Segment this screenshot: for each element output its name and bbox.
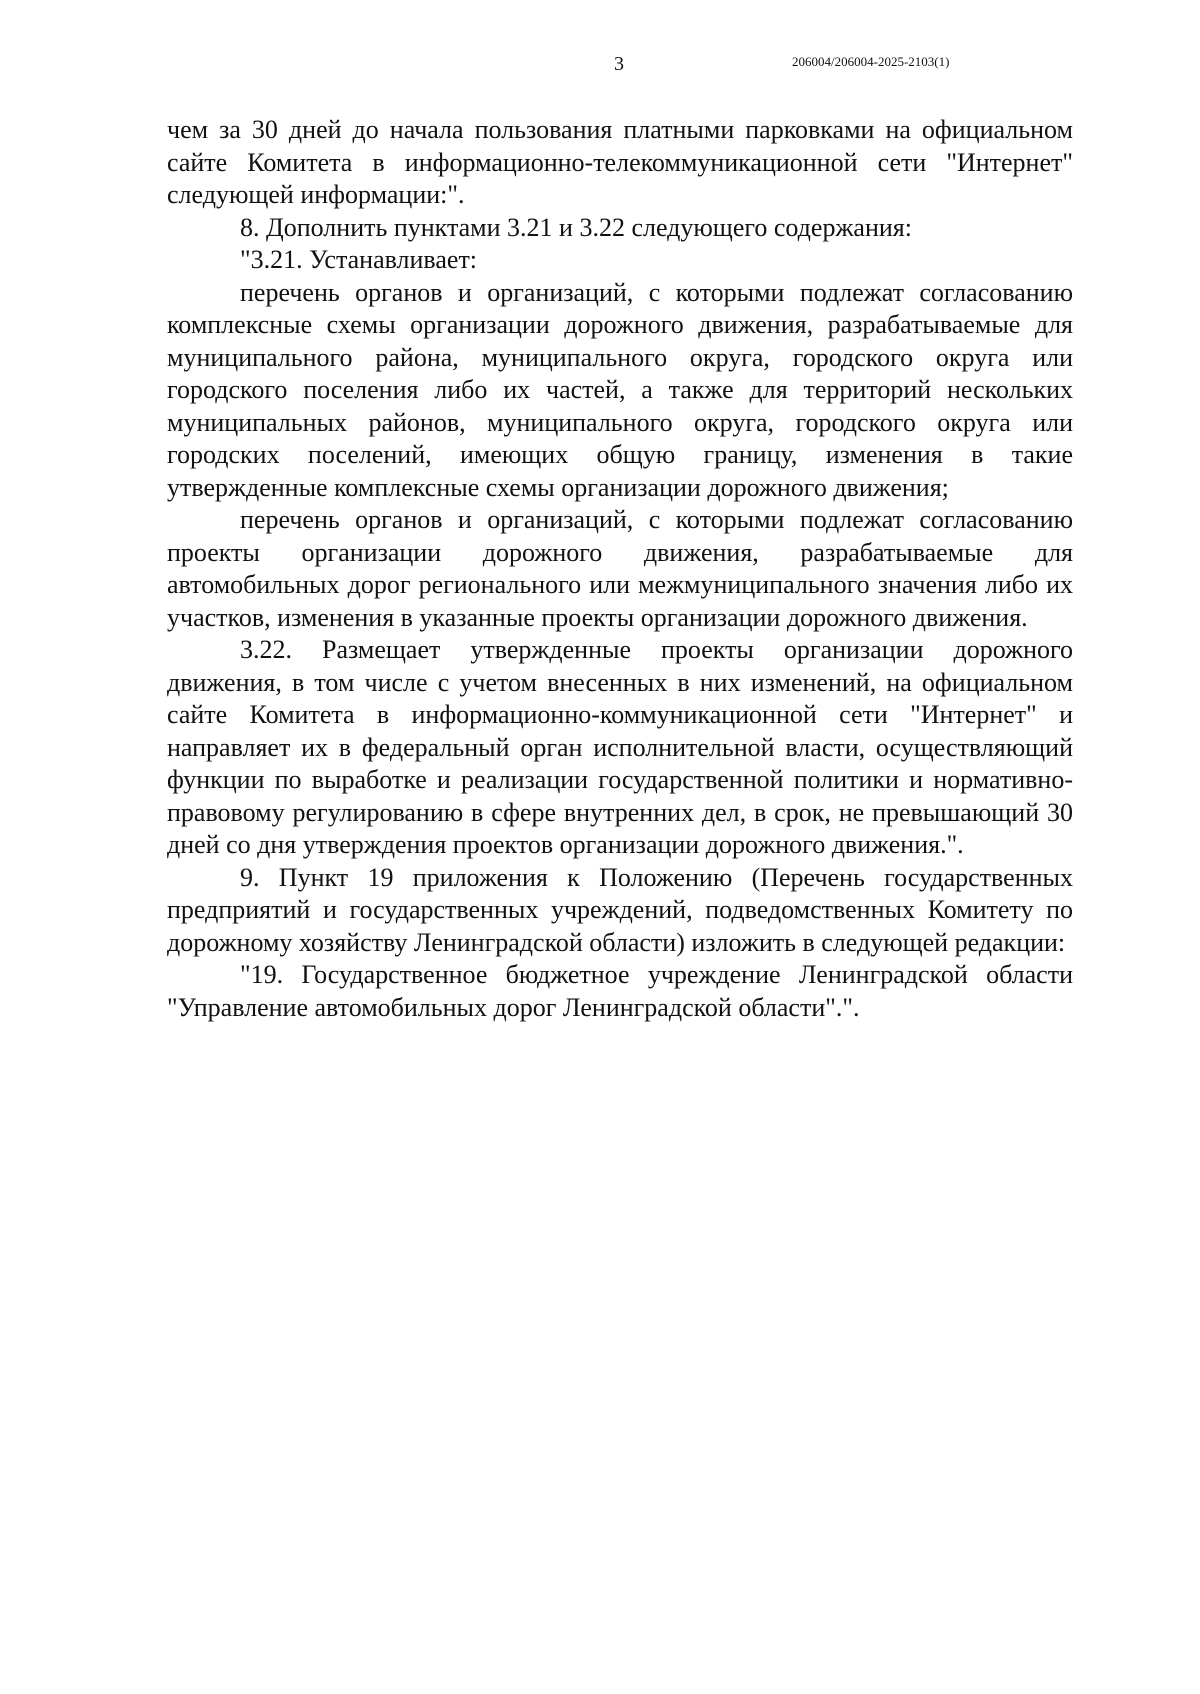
paragraph-item-3-21-heading: "3.21. Устанавливает: xyxy=(240,245,478,274)
paragraph-item-19: "19. Государственное бюджетное учреждение Ленинградской области "Управление автомобильных дорог Ленинградской области".". xyxy=(167,960,1073,1022)
document-body xyxy=(167,114,1073,1024)
paragraph-item-9: 9. Пункт 19 приложения к Положению (Перечень государственных предприятий и государственных учреждений, подведомственных Комитету по дорожному хозяйству Ленинградской области) изложить в следующей редакции: xyxy=(167,862,1073,957)
paragraph-continuation: чем за 30 дней до начала пользования платными парковками на официальном сайте Комитета в информационно-телекоммуникационной сети "Интернет" следующей информации:". xyxy=(167,115,1073,209)
paragraph-item-3-21-list-1: перечень органов и организаций, с которыми подлежат согласованию комплексные схемы организации дорожного движения, разрабатываемые для муниципального района, муниципального округа, городского округа или городского поселения либо их частей, а также для территорий нескольких муниципальных районов, муниципального округа, городского округа или городских поселений, имеющих общую границу, изменения в такие утвержденные комплексные схемы организации дорожного движения; xyxy=(167,277,1073,502)
paragraph-item-8: 8. Дополнить пунктами 3.21 и 3.22 следующего содержания: xyxy=(240,212,912,242)
document-registration-number: 206004/206004-2025-2103(1) xyxy=(792,54,950,69)
page-number: 3 xyxy=(614,53,624,75)
paragraph-item-3-21-list-2: перечень органов и организаций, с которыми подлежат согласованию проекты организации дорожного движения, разрабатываемые для автомобильных дорог регионального или межмуниципального значения либо их участков, изменения в указанные проекты организации дорожного движения. xyxy=(167,505,1073,632)
paragraph-item-3-22: 3.22. Размещает утвержденные проекты организации дорожного движения, в том числе с учетом внесенных в них изменений, на официальном сайте Комитета в информационно-коммуникационной сети "Интернет" и направляет их в федеральный орган исполнительной власти, осуществляющий функции по выработке и реализации государственной политики и нормативно-правовому регулированию в сфере внутренних дел, в срок, не превышающий 30 дней со дня утверждения проектов организации дорожного движения.". xyxy=(167,635,1073,859)
